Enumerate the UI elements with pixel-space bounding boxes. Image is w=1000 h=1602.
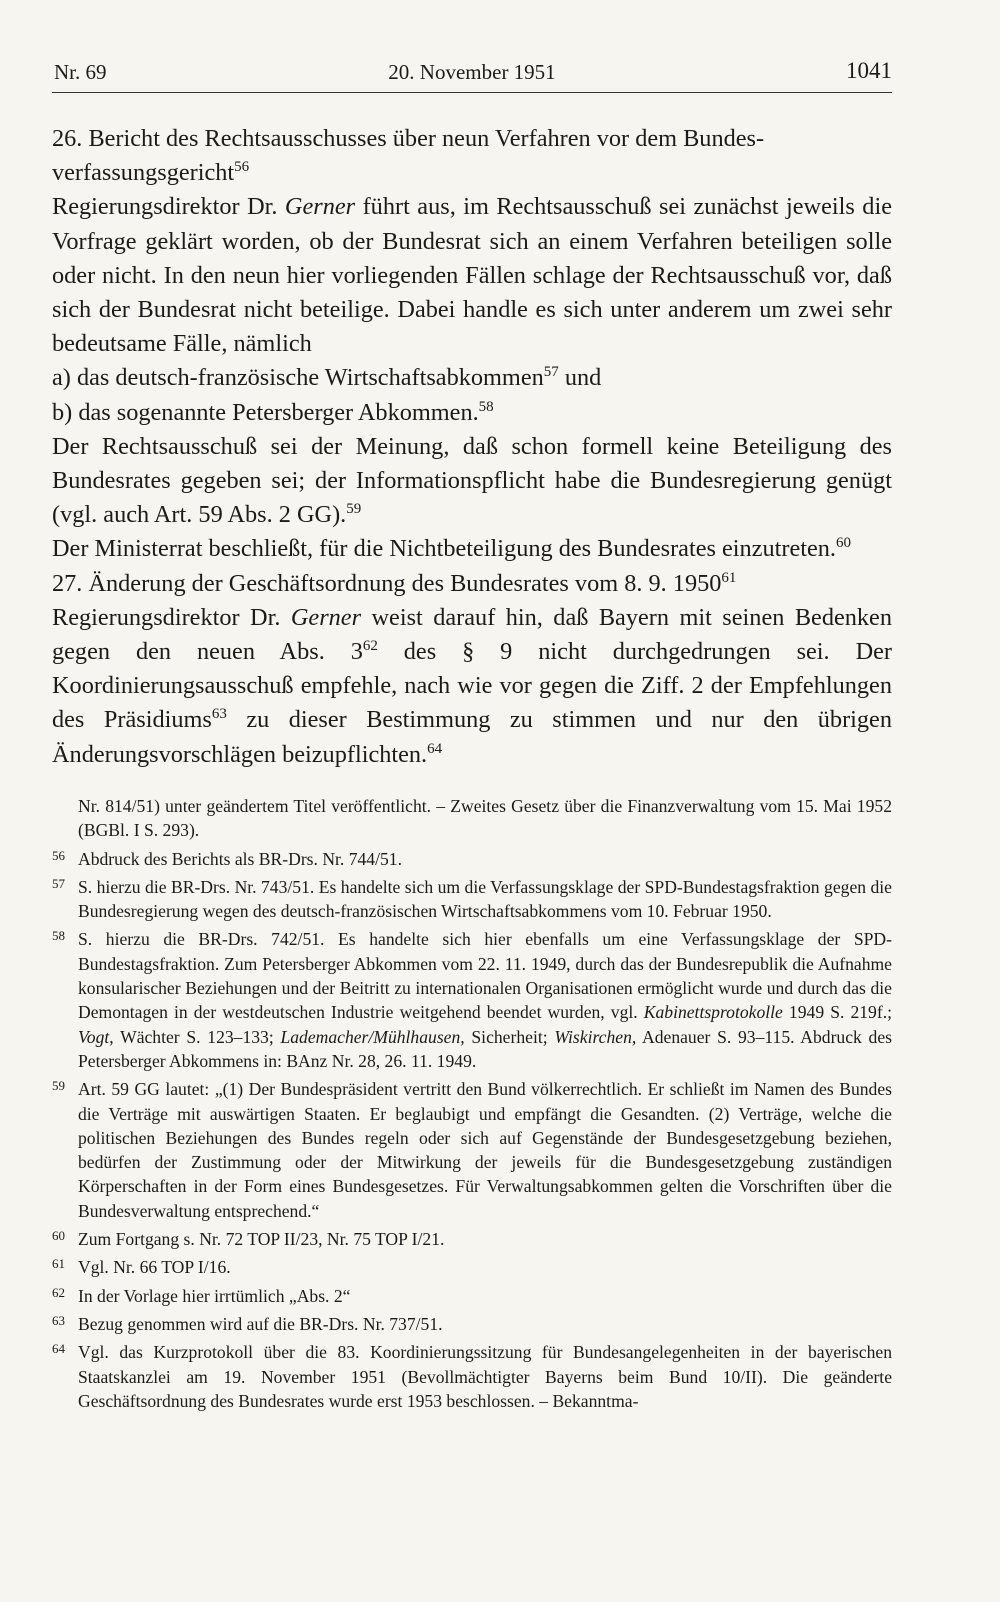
- footnote-ref: 61: [721, 569, 737, 586]
- footnote-57: 57 S. hierzu die BR-Drs. Nr. 743/51. Es handelte sich um die Verfassungsklage der SPD-Bundestagsfraktion gegen die Bundesregierung wegen des deutsch-französischen Wirtschaftsabkommens vom 10. Februar 1950.: [52, 875, 892, 922]
- agenda-item-26-paragraph-2: Der Rechtsausschuß sei der Meinung, daß schon formell keine Beteiligung des Bundesrates gegeben sei; der Informationspflicht habe die Bundesregierung genügt (vgl. auch Art. 59 Abs. 2 GG).$^{59}$: [52, 432, 892, 529]
- list-item-b: b) das sogenannte Petersberger Abkommen.$^{58}$: [52, 398, 494, 426]
- footnote-ref: 60: [836, 535, 852, 552]
- agenda-item-27-paragraph: Regierungsdirektor Dr. Gerner weist darauf hin, daß Bayern mit seinen Bedenken gegen den neuen Abs. $3^{62}$ des § 9 nicht durchgedrungen sei. Der Koordinierungsausschuß empfehle, nach wie vor gegen die Ziff. 2 der Empfehlungen des Präsidiums$^{63}$ zu dieser Bestimmung zu stimmen und nur den übrigen Änderungsvorschlägen beizupflichten.$^{64}$: [52, 603, 892, 768]
- footnote-ref: 59: [346, 501, 362, 518]
- main-text: [52, 122, 892, 772]
- page-number: 1041: [846, 58, 892, 83]
- agenda-item-26-paragraph: Regierungsdirektor Dr. Gerner führt aus, im Rechtsausschuß sei zunächst jeweils die Vorfrage geklärt worden, ob der Bundesrat sich an einem Verfahren beteiligen solle oder nicht. In den neun hier vorliegenden Fällen schlage der Rechtsausschuß vor, daß sich der Bundesrat nicht beteilige. Dabei handle es sich unter anderem um zwei sehr bedeutsame Fälle, nämlich: [52, 193, 892, 358]
- footnote-ref: 64: [427, 740, 443, 757]
- running-header: [52, 58, 892, 93]
- list-item-a: a) das deutsch-französische Wirtschaftsabkommen$^{57}$ und: [52, 364, 602, 392]
- document-number: Nr. 69: [54, 60, 107, 84]
- footnote-63: 63 Bezug genommen wird auf die BR-Drs. Nr. 737/51.: [52, 1312, 443, 1334]
- footnote-59: 59 Art. 59 GG lautet: „(1) Der Bundespräsident vertritt den Bund völkerrechtlich. Er schließt im Namen des Bundes die Verträge mit auswärtigen Staaten. Er beglaubigt und empfängt die Gesandten. (2) Verträge, welche die politischen Beziehungen des Bundes regeln oder sich auf Gegenstände der Bundesgesetzgebung beziehen, bedürfen der Zustimmung oder der Mitwirkung der jeweils für die Bundesgesetzgebung zuständigen Körperschaften in der Form eines Bundesgesetzes. Für Verwaltungsabkommen gelten die Vorschriften über die Bundesverwaltung entsprechend.“: [52, 1078, 892, 1221]
- footnote-56: 56 Abdruck des Berichts als BR-Drs. Nr. 744/51.: [52, 847, 402, 869]
- footnote-ref: 57: [543, 364, 559, 381]
- person-name: Gerner: [284, 193, 356, 221]
- footnotes: [52, 794, 892, 1417]
- person-name: Gerner: [290, 603, 362, 631]
- footnote-64: 64 Vgl. das Kurzprotokoll über die 83. Koordinierungssitzung für Bundesangelegenheiten in der bayerischen Staatskanzlei am 19. November 1951 (Bevollmächtigter Bayerns beim Bund 10/II). Die geänderte Geschäftsordnung des Bundesrates wurde erst 1953 beschlossen. – Bekanntma-: [52, 1341, 892, 1411]
- footnote-ref: 58: [478, 398, 494, 415]
- agenda-item-27-title: 27. Änderung der Geschäftsordnung des Bundesrates vom 8. 9. 1950$^{61}$: [52, 569, 737, 597]
- footnote-ref: 63: [211, 706, 227, 723]
- agenda-item-26-title: 26. Bericht des Rechtsausschusses über neun Verfahren vor dem Bundes-verfassungsgericht$^{56}$: [52, 125, 765, 187]
- footnote-60: 60 Zum Fortgang s. Nr. 72 TOP II/23, Nr. 75 TOP I/21.: [52, 1228, 445, 1250]
- agenda-item-26-decision: Der Ministerrat beschließt, für die Nichtbeteiligung des Bundesrates einzutreten.$^{60}$: [52, 535, 852, 563]
- footnote-ref: 56: [234, 159, 250, 176]
- footnote-62: 62 In der Vorlage hier irrtümlich „Abs. 2“: [52, 1284, 351, 1306]
- footnote-ref: 62: [362, 638, 378, 655]
- footnote-61: 61 Vgl. Nr. 66 TOP I/16.: [52, 1256, 231, 1278]
- footnote-continuation: Nr. 814/51) unter geändertem Titel veröffentlicht. – Zweites Gesetz über die Finanzverwaltung vom 15. Mai 1952 (BGBl. I S. 293).: [78, 796, 892, 841]
- document-date: 20. November 1951: [388, 60, 556, 84]
- footnote-58: 58 S. hierzu die BR-Drs. 742/51. Es handelte sich hier ebenfalls um eine Verfassungsklage der SPD-Bundestagsfraktion. Zum Petersberger Abkommen vom 22. 11. 1949, durch das der Bundesrepublik die Aufnahme konsularischer Beziehungen und der Beitritt zu internationalen Organisationen ermöglicht wurde und durch das die Demontagen in der westdeutschen Industrie weitgehend beendet wurden, vgl. Kabinettsprotokolle 1949 S. 219f.; Vogt, Wächter S. 123–133; Lademacher/Mühlhausen, Sicherheit; Wiskirchen, Adenauer S. 93–115. Abdruck des Petersberger Abkommens in: BAnz Nr. 28, 26. 11. 1949.: [52, 928, 892, 1071]
